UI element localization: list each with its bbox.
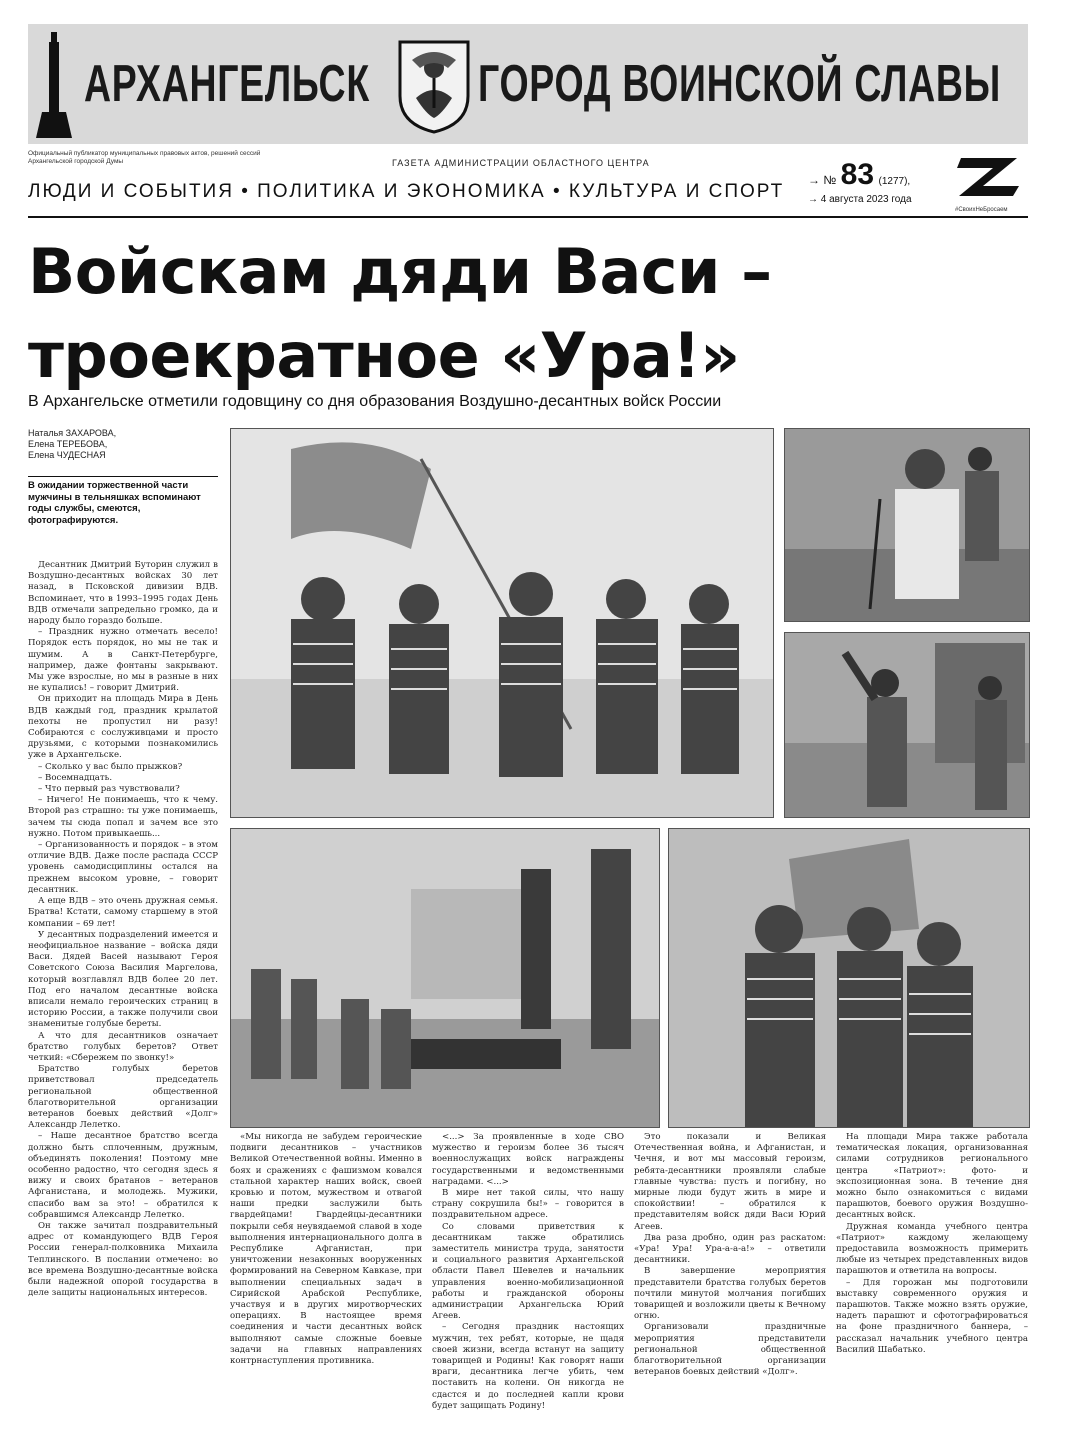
issue-prefix: → № bbox=[808, 173, 837, 187]
col3-paragraph: <...> За проявленные в ходе СВО мужество и героизм более 36 тысяч военнослужащих войск награждены государственными и ведомственными наградами. <...> bbox=[432, 1132, 624, 1187]
photo-paratroopers-group bbox=[230, 428, 774, 818]
photo-three-paratroopers bbox=[668, 828, 1030, 1128]
article-subheadline: В Архангельске отметили годовщину со дня образования Воздушно-десантных войск России bbox=[28, 393, 722, 410]
masthead-title-right: ГОРОД ВОИНСКОЙ СЛАВЫ bbox=[478, 55, 1002, 113]
col5-paragraph: – Для горожан мы подготовили выставку современного оружия и парашютов. Также можно взять оружие, надеть парашют и сфотографироваться на фоне праздничного баннера, – рассказал начальник учебного центра Василий Шабатько. bbox=[836, 1277, 1028, 1355]
author-3: Елена ЧУДЕСНАЯ bbox=[28, 450, 106, 460]
speaker-image bbox=[785, 429, 1029, 621]
col1-paragraph: – Сколько у вас было прыжков? bbox=[38, 761, 183, 772]
col5-paragraph: На площади Мира также работала тематическая локация, организованная силами сотрудников регионального центра «Патриот»: фото- и экспозиционная зона. В течение дня можно было ознакомиться с видами парашютов, боевого оружия Воздушно-десантных войск. bbox=[836, 1132, 1028, 1221]
article-column-5 bbox=[836, 1132, 1028, 1428]
authors bbox=[28, 428, 228, 461]
saluting-image bbox=[785, 633, 1029, 817]
col1-paragraph: – Организованность и порядок – в этом отличие ВДВ. Даже после распада СССР уровень самодисциплины остался на прежнем высоком уровне, – говорит десантник. bbox=[28, 840, 218, 895]
col1-paragraph: А еще ВДВ – это очень дружная семья. Братва! Кстати, самому старшему в этой компании – 69 лет! bbox=[28, 896, 218, 929]
photo-wreath-laying bbox=[230, 828, 660, 1128]
rubrics-line: ЛЮДИ И СОБЫТИЯ • ПОЛИТИКА И ЭКОНОМИКА • КУЛЬТУРА И СПОРТ bbox=[28, 181, 785, 202]
col1-paragraph: – Восемнадцать. bbox=[38, 772, 113, 783]
col5-paragraph: Дружная команда учебного центра «Патриот» каждому желающему предоставила возможность примерить любые из четырех представленных видов парашютов и ответила на вопросы. bbox=[836, 1221, 1028, 1277]
col4-paragraph: В завершение мероприятия представители братства голубых беретов почтили минутой молчания погибших товарищей и возложили цветы к Вечному огню. bbox=[634, 1266, 826, 1322]
col1-paragraph: Он приходит на площадь Мира в День ВДВ каждый год, праздник крылатой пехоты не пропустил ни разу! Собираются с сослуживцами и просто друзьями, с которыми познакомились уже в Архангельске. bbox=[28, 694, 218, 761]
masthead-title-left: АРХАНГЕЛЬСК bbox=[84, 55, 370, 113]
col1-paragraph: – Наше десантное братство всегда должно быть сплоченным, дружным, объединять поколения! Поэтому мне особенно радостно, что сегодня здесь я вижу и своих братанов – ветеранов Афганистана, и молодежь. Мужики, спасибо вам за это! – обратился к собравшимся Александр Лелетко. bbox=[28, 1131, 218, 1220]
col1-paragraph: Он также зачитал поздравительный адрес от командующего ВДВ Героя России генерал-полковника Михаила Теплинского. В послании отмечено: во все времена Воздушно-десантные войска были надежной опорой государства в деле защиты национальных интересов. bbox=[28, 1220, 218, 1299]
z-symbol-icon bbox=[955, 152, 1025, 200]
col1-paragraph: Братство голубых беретов приветствовал председатель региональной общественной благотворительной организации ветеранов боевых действий «Долг» Александр Лелетко. bbox=[28, 1064, 218, 1131]
author-2: Елена ТЕРЕБОВА, bbox=[28, 439, 108, 449]
issue-date: → 4 августа 2023 года bbox=[808, 194, 912, 205]
article-headline bbox=[28, 230, 1028, 398]
author-1: Наталья ЗАХАРОВА, bbox=[28, 428, 117, 438]
issue-total: (1277), bbox=[878, 176, 911, 187]
photo-saluting bbox=[784, 632, 1030, 818]
col3-paragraph: Со словами приветствия к десантникам также обратились заместитель министра труда, занятости и социального развития Архангельской области Павел Шевелев и начальник управления военно-мобилизационной работы и гражданской обороны администрации Архангельска Юрий Агеев. bbox=[432, 1221, 624, 1322]
col4-paragraph: Это показали и Великая Отечественная война, и Афганистан, и Чечня, и вот мы массовый героизм, ребята-десантники проявляли слабые главные чувства: пусть и погибну, но мирные люди будут жить в мире и спокойствии! – обратился к представителям войск дяди Васи Юрий Агеев. bbox=[634, 1132, 826, 1232]
col1-paragraph: – Праздник нужно отмечать весело! Порядок есть порядок, но мы не так и шумим. А в Санкт-Петербурге, например, даже фонтаны закрывают. Мы уже взрослые, но мы в разные в них не купались! – говорит Дмитрий. bbox=[28, 627, 218, 694]
three-paratroopers-image bbox=[669, 829, 1029, 1127]
col1-paragraph: – Что первый раз чувствовали? bbox=[38, 784, 180, 795]
col3-paragraph: В мире нет такой силы, что нашу страну сокрушила бы!» – говорится в поздравительном адресе. bbox=[432, 1188, 624, 1221]
col1-paragraph: Десантник Дмитрий Буторин служил в Воздушно-десантных войсках 30 лет назад, в Псковской дивизии ВДВ. Вспоминает, что в 1993–1995 годах День ВДВ отмечали запредельно громко, да и народу было гораздо больше. bbox=[28, 560, 218, 627]
col4-paragraph: Организовали праздничные мероприятия представители региональной общественной благотворительной организации ветеранов боевых действий «Долг». bbox=[634, 1322, 826, 1378]
official-publisher-note: Официальный публикатор муниципальных правовых актов, решений сессий Архангельской городской Думы bbox=[28, 150, 261, 165]
monument-icon bbox=[34, 30, 74, 140]
issue-number: 83 bbox=[840, 158, 875, 191]
issue-info bbox=[808, 158, 912, 205]
city-crest-icon bbox=[396, 38, 472, 134]
masthead-rule bbox=[28, 216, 1028, 218]
article-column-4 bbox=[634, 1132, 826, 1428]
article-column-1 bbox=[28, 560, 218, 1425]
col1-paragraph: – Ничего! Не понимаешь, что к чему. Второй раз страшно: ты уже понимаешь, зачем ты сюда попал и зачем все это нужно. Потом привыкаешь... bbox=[28, 795, 218, 839]
headline-line-2: троекратное «Ура!» bbox=[28, 319, 740, 392]
article-lead: В ожидании торжественной части мужчины в тельняшках вспоминают годы службы, смеются, фотографируются. bbox=[28, 480, 201, 526]
paratroopers-group-image bbox=[231, 429, 773, 817]
col4-paragraph: Два раза дробно, один раз раскатом: «Ура! Ура! Ура-а-а-а!» – ответили десантники. bbox=[634, 1232, 826, 1266]
gazeta-line: ГАЗЕТА АДМИНИСТРАЦИИ ОБЛАСТНОГО ЦЕНТРА bbox=[392, 158, 650, 168]
z-hashtag: #СвоихНеБросаем bbox=[955, 207, 1008, 213]
masthead bbox=[28, 24, 1028, 144]
article-column-2 bbox=[230, 1132, 422, 1428]
photo-speaker bbox=[784, 428, 1030, 622]
wreath-laying-image bbox=[231, 829, 659, 1127]
article-column-3 bbox=[432, 1132, 624, 1428]
col1-paragraph: А что для десантников означает братство голубых беретов? Ответ четкий: «Сбережем по звонку!» bbox=[28, 1030, 218, 1063]
headline-line-1: Войскам дяди Васи – bbox=[28, 235, 772, 308]
col3-paragraph: – Сегодня праздник настоящих мужчин, тех ребят, которые, не щадя своей жизни, всегда встанут на защиту товарищей и Родины! Как говорят наши враги, десантника легче убить, чем поставить на колени. Он никогда не сдастся и до последней капли крови будет защищать Родину! bbox=[432, 1322, 624, 1411]
col1-paragraph: У десантных подразделений имеется и неофициальное название – войска дяди Васи. Дядей Васей называют Героя Советского Союза Василия Маргелова, который возглавлял ВДВ более 20 лет. Под его началом десантные войска вписали немало героических страниц в историю России, а также получили свои знаменитые голубые береты. bbox=[28, 929, 218, 1030]
lead-rule bbox=[28, 476, 218, 477]
col2-paragraph: «Мы никогда не забудем героические подвиги десантников – участников Великой Отечественной войны. Именно в боях и сражениях с фашизмом ковался стальной характер наших войск, своей кровью и потом, мужеством и отвагой наши предки заслужили быть гвардейцами! Гвардейцы-десантники покрыли себя неувядаемой славой в ходе выполнения интернационального долга в Республике Афганистан, при уничтожении незаконных вооруженных формирований на Северном Кавказе, при выполнении специальных задач в Сирийской Арабской Республике, участвуя и в других миротворческих операциях. В настоящее время соединения и части десантных войск выполняют самые сложные боевые задачи на главных направлениях контрнаступления противника. bbox=[230, 1132, 422, 1367]
